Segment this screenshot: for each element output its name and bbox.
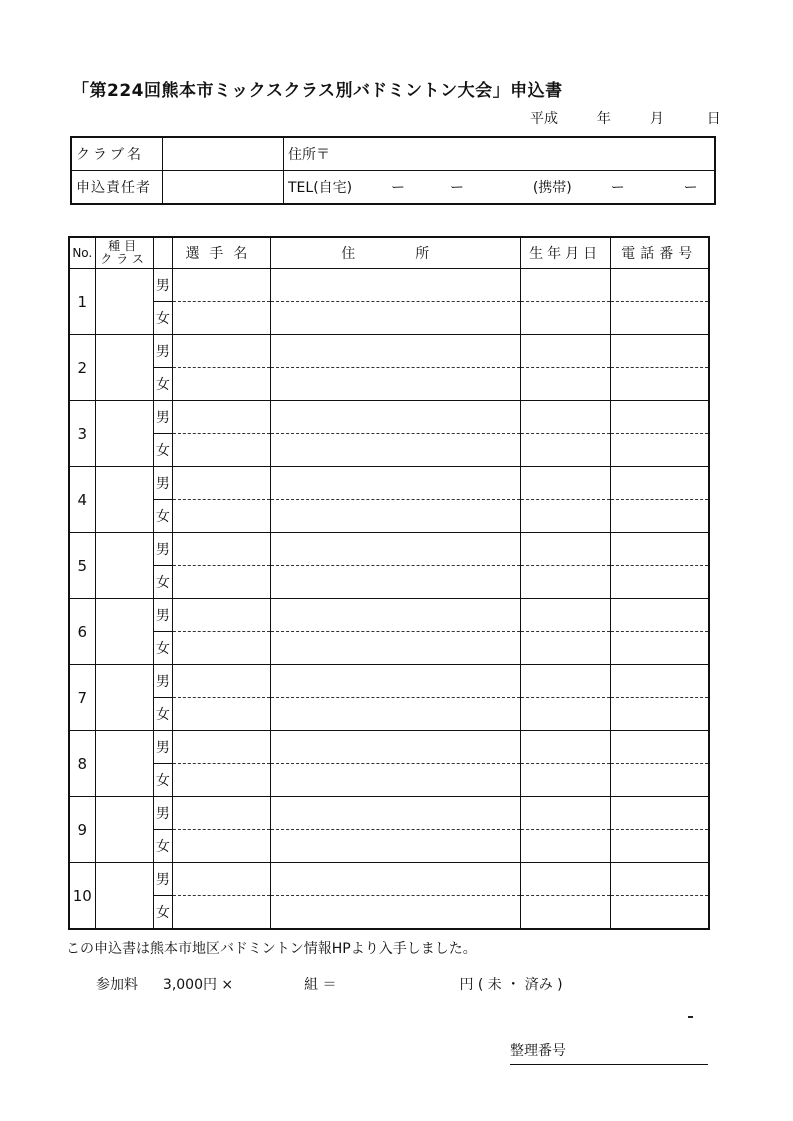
- row-number: 7: [69, 665, 95, 731]
- name-field[interactable]: [173, 434, 270, 467]
- table-row: [69, 467, 709, 500]
- sex-female: 女: [153, 500, 173, 533]
- sex-female: 女: [153, 434, 173, 467]
- name-field[interactable]: [173, 500, 270, 533]
- class-field[interactable]: [95, 863, 153, 930]
- header-address: 住所: [270, 237, 520, 269]
- class-field[interactable]: [95, 599, 153, 665]
- phone-field[interactable]: [610, 401, 709, 434]
- row-number: 1: [69, 269, 95, 335]
- sex-female: 女: [153, 368, 173, 401]
- phone-field[interactable]: [610, 500, 709, 533]
- table-row: [69, 830, 709, 863]
- phone-field[interactable]: [610, 467, 709, 500]
- table-row: [69, 500, 709, 533]
- address-field[interactable]: [270, 434, 520, 467]
- tel-dash-2: ー: [449, 180, 464, 196]
- phone-field[interactable]: [610, 797, 709, 830]
- sex-female: 女: [153, 302, 173, 335]
- tel-field[interactable]: [284, 171, 716, 205]
- sex-male: 男: [153, 401, 173, 434]
- fee-amount: 3,000円 ×: [162, 977, 234, 993]
- table-row: [69, 368, 709, 401]
- phone-field[interactable]: [610, 335, 709, 368]
- birthdate-field[interactable]: [520, 467, 610, 500]
- sex-male: 男: [153, 467, 173, 500]
- address-field[interactable]: [270, 896, 520, 930]
- birthdate-field[interactable]: [520, 863, 610, 896]
- birthdate-field[interactable]: [520, 731, 610, 764]
- name-field[interactable]: [173, 368, 270, 401]
- header-name: 選手名: [173, 237, 270, 269]
- row-number: 9: [69, 797, 95, 863]
- phone-field[interactable]: [610, 368, 709, 401]
- phone-field[interactable]: [610, 269, 709, 302]
- address-label: 住所〒: [288, 147, 330, 163]
- phone-field[interactable]: [610, 632, 709, 665]
- name-field[interactable]: [173, 302, 270, 335]
- table-row: [69, 896, 709, 930]
- address-field[interactable]: [270, 401, 520, 434]
- birthdate-field[interactable]: [520, 896, 610, 930]
- name-field[interactable]: [173, 665, 270, 698]
- table-row: [69, 665, 709, 698]
- club-name-field[interactable]: [163, 137, 284, 171]
- birthdate-field[interactable]: [520, 830, 610, 863]
- form-title: 「第224回熊本市ミックスクラス別バドミントン大会」申込書: [72, 81, 563, 101]
- phone-field[interactable]: [610, 731, 709, 764]
- mobile-label: (携帯): [532, 180, 572, 196]
- sex-female: 女: [153, 896, 173, 930]
- phone-field[interactable]: [610, 302, 709, 335]
- table-row: [69, 401, 709, 434]
- table-row: [69, 797, 709, 830]
- class-field[interactable]: [95, 269, 153, 335]
- name-field[interactable]: [173, 863, 270, 896]
- birthdate-field[interactable]: [520, 335, 610, 368]
- name-field[interactable]: [173, 335, 270, 368]
- date-line: [530, 108, 730, 128]
- birthdate-field[interactable]: [520, 533, 610, 566]
- table-row: [69, 434, 709, 467]
- players-table-body: [69, 269, 709, 930]
- phone-field[interactable]: [610, 896, 709, 930]
- table-row: [69, 863, 709, 896]
- name-field[interactable]: [173, 764, 270, 797]
- birthdate-field[interactable]: [520, 302, 610, 335]
- header-phone: 電話番号: [610, 237, 709, 269]
- phone-field[interactable]: [610, 863, 709, 896]
- address-field[interactable]: [270, 830, 520, 863]
- seiri-label: 整理番号: [510, 1043, 566, 1059]
- class-field[interactable]: [95, 731, 153, 797]
- header-no: No.: [69, 237, 95, 269]
- sex-male: 男: [153, 731, 173, 764]
- source-note: この申込書は熊本市地区バドミントン情報HPより入手しました。: [66, 941, 477, 957]
- table-row: [69, 566, 709, 599]
- name-field[interactable]: [173, 632, 270, 665]
- scan-speck: [688, 1016, 693, 1018]
- header-event: 種目: [108, 239, 141, 253]
- table-row: [69, 302, 709, 335]
- players-table: [68, 236, 710, 930]
- class-field[interactable]: [95, 401, 153, 467]
- address-field[interactable]: [270, 566, 520, 599]
- header-sex: [153, 237, 173, 269]
- table-row: [69, 764, 709, 797]
- mobile-dash-1: ー: [610, 180, 625, 196]
- address-field[interactable]: [270, 302, 520, 335]
- phone-field[interactable]: [610, 533, 709, 566]
- address-field[interactable]: [270, 797, 520, 830]
- name-field[interactable]: [173, 269, 270, 302]
- tel-label: TEL(自宅): [288, 180, 353, 196]
- address-field[interactable]: [270, 335, 520, 368]
- table-row: [69, 599, 709, 632]
- table-row: [69, 335, 709, 368]
- birthdate-field[interactable]: [520, 632, 610, 665]
- address-field[interactable]: [270, 698, 520, 731]
- class-field[interactable]: [95, 335, 153, 401]
- address-field[interactable]: [270, 863, 520, 896]
- header-event-class: [95, 237, 153, 269]
- table-row: [69, 731, 709, 764]
- row-number: 5: [69, 533, 95, 599]
- birthdate-field[interactable]: [520, 434, 610, 467]
- address-field[interactable]: [270, 269, 520, 302]
- sex-male: 男: [153, 797, 173, 830]
- fee-line: [96, 974, 563, 994]
- phone-field[interactable]: [610, 830, 709, 863]
- address-field[interactable]: [270, 599, 520, 632]
- table-row: [69, 698, 709, 731]
- birthdate-field[interactable]: [520, 665, 610, 698]
- birthdate-field[interactable]: [520, 566, 610, 599]
- birthdate-field[interactable]: [520, 368, 610, 401]
- name-field[interactable]: [173, 731, 270, 764]
- row-number: 2: [69, 335, 95, 401]
- sex-female: 女: [153, 698, 173, 731]
- birthdate-field[interactable]: [520, 764, 610, 797]
- date-day: 日: [706, 111, 721, 127]
- sex-female: 女: [153, 830, 173, 863]
- address-field[interactable]: [270, 764, 520, 797]
- seiri-number-field[interactable]: [510, 1040, 708, 1065]
- sex-male: 男: [153, 269, 173, 302]
- sex-male: 男: [153, 665, 173, 698]
- sex-male: 男: [153, 533, 173, 566]
- date-era: 平成: [530, 111, 558, 127]
- sex-male: 男: [153, 599, 173, 632]
- row-number: 4: [69, 467, 95, 533]
- address-field[interactable]: [270, 665, 520, 698]
- row-number: 10: [69, 863, 95, 930]
- birthdate-field[interactable]: [520, 599, 610, 632]
- address-field[interactable]: [270, 731, 520, 764]
- name-field[interactable]: [173, 599, 270, 632]
- name-field[interactable]: [173, 797, 270, 830]
- applicant-label: 申込責任者: [71, 171, 163, 205]
- class-field[interactable]: [95, 665, 153, 731]
- name-field[interactable]: [173, 533, 270, 566]
- birthdate-field[interactable]: [520, 401, 610, 434]
- address-field[interactable]: [270, 368, 520, 401]
- date-month: 月: [649, 111, 664, 127]
- applicant-field[interactable]: [163, 171, 284, 205]
- fee-unit: 組 ＝: [304, 977, 337, 993]
- row-number: 3: [69, 401, 95, 467]
- fee-label: 参加料: [96, 977, 138, 993]
- phone-field[interactable]: [610, 665, 709, 698]
- phone-field[interactable]: [610, 698, 709, 731]
- sex-female: 女: [153, 764, 173, 797]
- name-field[interactable]: [173, 896, 270, 930]
- club-label: クラブ名: [71, 137, 163, 171]
- header-class: クラス: [100, 252, 148, 266]
- address-field[interactable]: [270, 467, 520, 500]
- fee-yen-status: 円 ( 未 ・ 済み ): [459, 977, 563, 993]
- name-field[interactable]: [173, 698, 270, 731]
- row-number: 8: [69, 731, 95, 797]
- name-field[interactable]: [173, 566, 270, 599]
- class-field[interactable]: [95, 533, 153, 599]
- header-birth: 生年月日: [520, 237, 610, 269]
- birthdate-field[interactable]: [520, 500, 610, 533]
- table-row: [69, 269, 709, 302]
- name-field[interactable]: [173, 467, 270, 500]
- address-field[interactable]: [270, 533, 520, 566]
- name-field[interactable]: [173, 401, 270, 434]
- tel-dash-1: ー: [391, 180, 406, 196]
- birthdate-field[interactable]: [520, 797, 610, 830]
- birthdate-field[interactable]: [520, 269, 610, 302]
- address-field[interactable]: [270, 632, 520, 665]
- sex-female: 女: [153, 632, 173, 665]
- phone-field[interactable]: [610, 764, 709, 797]
- address-field[interactable]: [284, 137, 716, 171]
- class-field[interactable]: [95, 467, 153, 533]
- phone-field[interactable]: [610, 599, 709, 632]
- sex-female: 女: [153, 566, 173, 599]
- sex-male: 男: [153, 863, 173, 896]
- table-row: [69, 533, 709, 566]
- name-field[interactable]: [173, 830, 270, 863]
- phone-field[interactable]: [610, 566, 709, 599]
- phone-field[interactable]: [610, 434, 709, 467]
- mobile-dash-2: ー: [683, 180, 698, 196]
- date-year: 年: [596, 111, 611, 127]
- birthdate-field[interactable]: [520, 698, 610, 731]
- address-field[interactable]: [270, 500, 520, 533]
- sex-male: 男: [153, 335, 173, 368]
- class-field[interactable]: [95, 797, 153, 863]
- club-info-table: [70, 136, 716, 205]
- row-number: 6: [69, 599, 95, 665]
- table-row: [69, 632, 709, 665]
